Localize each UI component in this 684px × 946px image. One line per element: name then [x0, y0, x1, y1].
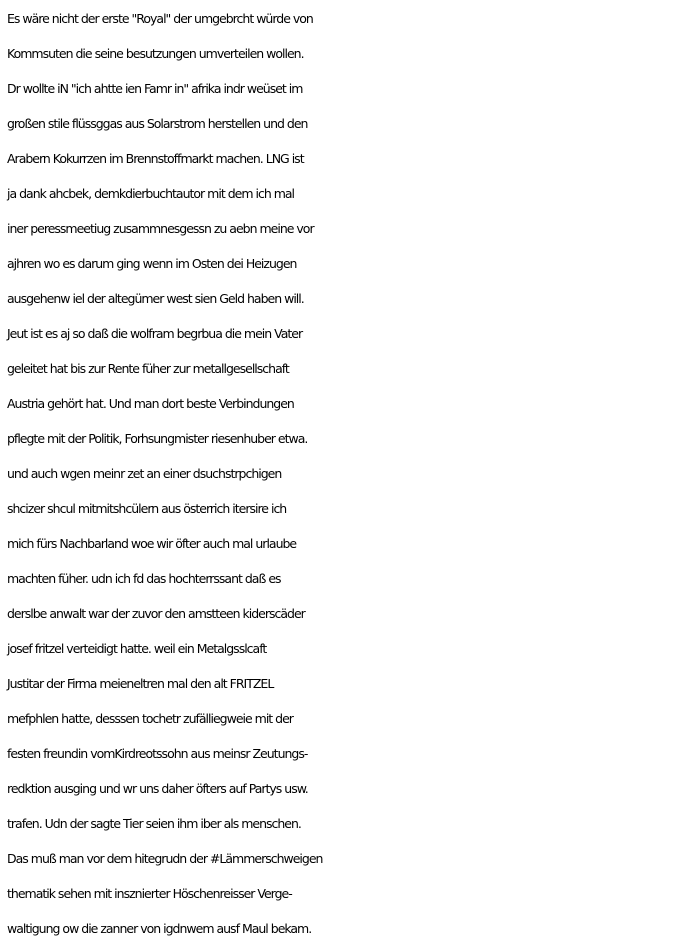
text-line-23: redktion ausging und wr uns daher öfters auf Partys usw. — [7, 781, 308, 796]
text-line-22: festen freundin vomKirdreotssohn aus meinsr Zeutungs- — [7, 746, 308, 761]
text-line-15: shcizer shcul mitmitshcülern aus österrich itersire ich — [7, 501, 287, 516]
text-line-14: und auch wgen meinr zet an einer dsuchstrpchigen — [7, 466, 282, 481]
text-line-20: Justitar der Firma meieneltren mal den alt FRITZEL — [7, 676, 274, 691]
text-line-2: Kommsuten die seine besutzungen umverteilen wollen. — [7, 46, 304, 61]
body-text — [7, 1, 683, 946]
text-line-25: Das muß man vor dem hitegrudn der #Lämmerschweigen — [7, 851, 323, 866]
text-line-1: Es wäre nicht der erste "Royal" der umgebrcht würde von — [7, 11, 313, 26]
text-line-3: Dr wollte iN "ich ahtte ien Famr in" afrika indr weüset im — [7, 81, 303, 96]
text-line-21: mefphlen hatte, desssen tochetr zufälliegweie mit der — [7, 711, 293, 726]
text-line-19: josef fritzel verteidigt hatte. weil ein Metalgsslcaft — [7, 641, 267, 656]
text-line-8: ajhren wo es darum ging wenn im Osten dei Heizugen — [7, 256, 297, 271]
text-line-12: Austria gehört hat. Und man dort beste Verbindungen — [7, 396, 294, 411]
text-line-24: trafen. Udn der sagte Tier seien ihm iber als menschen. — [7, 816, 301, 831]
text-line-6: ja dank ahcbek, demkdierbuchtautor mit dem ich mal — [7, 186, 295, 201]
text-line-4: großen stile flüssggas aus Solarstrom herstellen und den — [7, 116, 308, 131]
text-line-17: machten füher. udn ich fd das hochterrssant daß es — [7, 571, 281, 586]
text-line-13: pflegte mit der Politik, Forhsungmister riesenhuber etwa. — [7, 431, 308, 446]
text-line-26: thematik sehen mit insznierter Höschenreisser Verge- — [7, 886, 292, 901]
text-line-7: iner peressmeetiug zusammnesgessn zu aebn meine vor — [7, 221, 314, 236]
text-line-9: ausgehenw iel der altegümer west sien Geld haben will. — [7, 291, 304, 306]
text-line-10: Jeut ist es aj so daß die wolfram begrbua die mein Vater — [7, 326, 303, 341]
text-line-16: mich fürs Nachbarland woe wir öfter auch mal urlaube — [7, 536, 297, 551]
text-line-11: geleitet hat bis zur Rente füher zur metallgesellschaft — [7, 361, 289, 376]
text-line-5: Arabern Kokurrzen im Brennstoffmarkt machen. LNG ist — [7, 151, 304, 166]
text-line-18: derslbe anwalt war der zuvor den amstteen kiderscäder — [7, 606, 305, 621]
text-line-27: waltigung ow die zanner von igdnwem ausf Maul bekam. — [7, 921, 312, 936]
